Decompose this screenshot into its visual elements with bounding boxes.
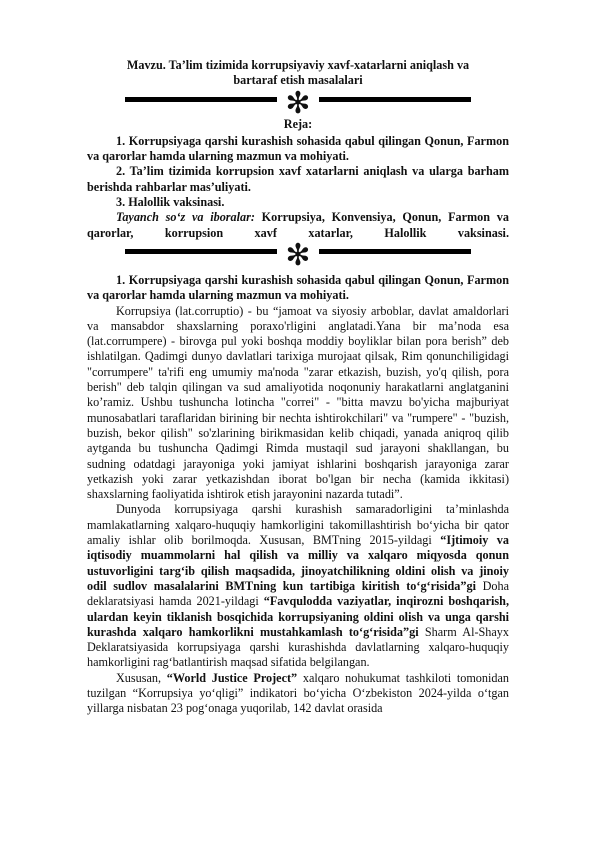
plan-item-2: 2. Ta’lim tizimida korrupsion xavf xatarlarni aniqlash va ularga barham berishda rahbarlar mas’uliyati.	[87, 164, 509, 194]
divider-bar-right	[319, 97, 471, 102]
paragraph-text: Xususan,	[116, 670, 167, 685]
divider-bar-left	[125, 249, 277, 254]
asterisk-icon: ✻	[285, 237, 311, 273]
asterisk-icon: ✻	[285, 85, 311, 121]
section-heading: 1. Korrupsiyaga qarshi kurashish sohasida qabul qilingan Qonun, Farmon va qarorlar hamda ularning mazmun va mohiyati.	[87, 272, 509, 303]
keywords-label: Tayanch so‘z va iboralar:	[116, 210, 255, 225]
divider-bar-left	[125, 97, 277, 102]
paragraph-text: Dunyoda korrupsiyaga qarshi kurashish samaradorligini ta’minlashda mamlakatlarning xalqaro-huquqiy hamkorligini takomillashtirish bo‘yicha bir qator amaliy ishlar olib borilmoqda. Xususan, BMTning 2015-yildagi	[87, 502, 509, 548]
decorative-divider	[87, 85, 509, 121]
paragraph-text: Doha deklaratsiyasi hamda 2021-yildagi	[87, 578, 509, 609]
organization-name: “World Justice Project”	[166, 670, 298, 685]
doha-declaration-title: “Ijtimoiy va iqtisodiy muammolarni hal qilish va milliy va xalqaro miqyosda qonun ustuvorligini targ‘ib qilish maqsadida, jinoyatchilikning oldini olish va jinoiy odil sudlov masalalarini BMTning kun tartibiga kiritish to‘g‘risida”gi	[87, 533, 509, 593]
keywords-paragraph	[87, 210, 509, 241]
decorative-divider-2	[87, 237, 509, 273]
body-paragraph-2	[87, 502, 509, 670]
sharm-declaration-title: “Favqulodda vaziyatlar, inqirozni boshqarish, ulardan keyin tiklanish bosqichida korrupsiyaning oldini olish va unga qarshi kurashda xalqaro hamkorlikni mustahkamlash to‘g‘risida”gi	[87, 594, 509, 639]
paragraph-text: Sharm Al-Shayx Deklaratsiyasida korrupsiyaga qarshi kurashishda davlatlarning xalqaro-huquqiy hamkorligini rag‘batlantirish maqsad sifatida belgilangan.	[87, 624, 509, 670]
body-paragraph-1: Korrupsiya (lat.corruptio) - bu “jamoat va siyosiy arboblar, davlat amaldorlari va mansabdor shaxslarning poraxo'rligini anglatadi.Yana bir ma’noda esa (lat.corrumpere) - birovga pul yoki boshqa moddiy boyliklar bilan pora berish” deb ishlatilgan. Qadimgi dunyo davlatlari tarixiga murojaat qilsak, Rim qonunchiligidagi "corrumpere" ta'rifi eng umumiy ma'noda "zarar etkazish, buzish, yo'q qilish, pora berish" deb talqin qilingan va sud amaliyotida noqonuniy harakatlarni anglatganini ko’ramiz. Ushbu tushuncha lotincha "correi" - "bitta mavzu bo'yicha majburiyat munosabatlari taraflaridan birining bir nechta ishtirokchilari" va "rumpere" - "buzish, buzish, bekor qilish" so'zlarining birikmasidan kelib chiqadi, yanada aniqroq qilib aytganda bu tushuncha Qadimgi Rimda mustaqil sud jarayoni shakllangan, bu sudning odatdagi jarayoniga yoki jamiyat ishlarini boshqarish jarayoniga zarar yetkazish yoki zarar yetkazishdan iborat bo'lgan bir necha (kamida ikkitasi) shaxslarning faoliyatida ishtirok etish jarayonini nazarda tutadi”.	[87, 303, 509, 502]
plan-item-1: 1. Korrupsiyaga qarshi kurashish sohasida qabul qilingan Qonun, Farmon va qarorlar hamda ularning mazmun va mohiyati.	[87, 133, 509, 164]
paragraph-text: xalqaro nohukumat tashkiloti tomonidan tuzilgan “Korrupsiya yo‘qligi” indikatori bo‘yicha O‘zbekiston 2024-yilda o‘tgan yillarga nisbatan 23 pog‘onaga yuqorilab, 142 davlat orasida	[87, 670, 509, 716]
body-paragraph-3	[87, 671, 509, 717]
divider-bar-right	[319, 249, 471, 254]
document-title: Mavzu. Ta’lim tizimida korrupsiyaviy xavf-xatarlarni aniqlash va bartaraf etish masalalari	[126, 58, 470, 88]
plan-item-3: 3. Halollik vaksinasi.	[116, 195, 225, 210]
keywords-text: Korrupsiya, Konvensiya, Qonun, Farmon va qarorlar, korrupsion xavf xatarlar, Halollik vaksinasi.	[87, 210, 509, 240]
plan-heading: Reja:	[283, 116, 313, 131]
